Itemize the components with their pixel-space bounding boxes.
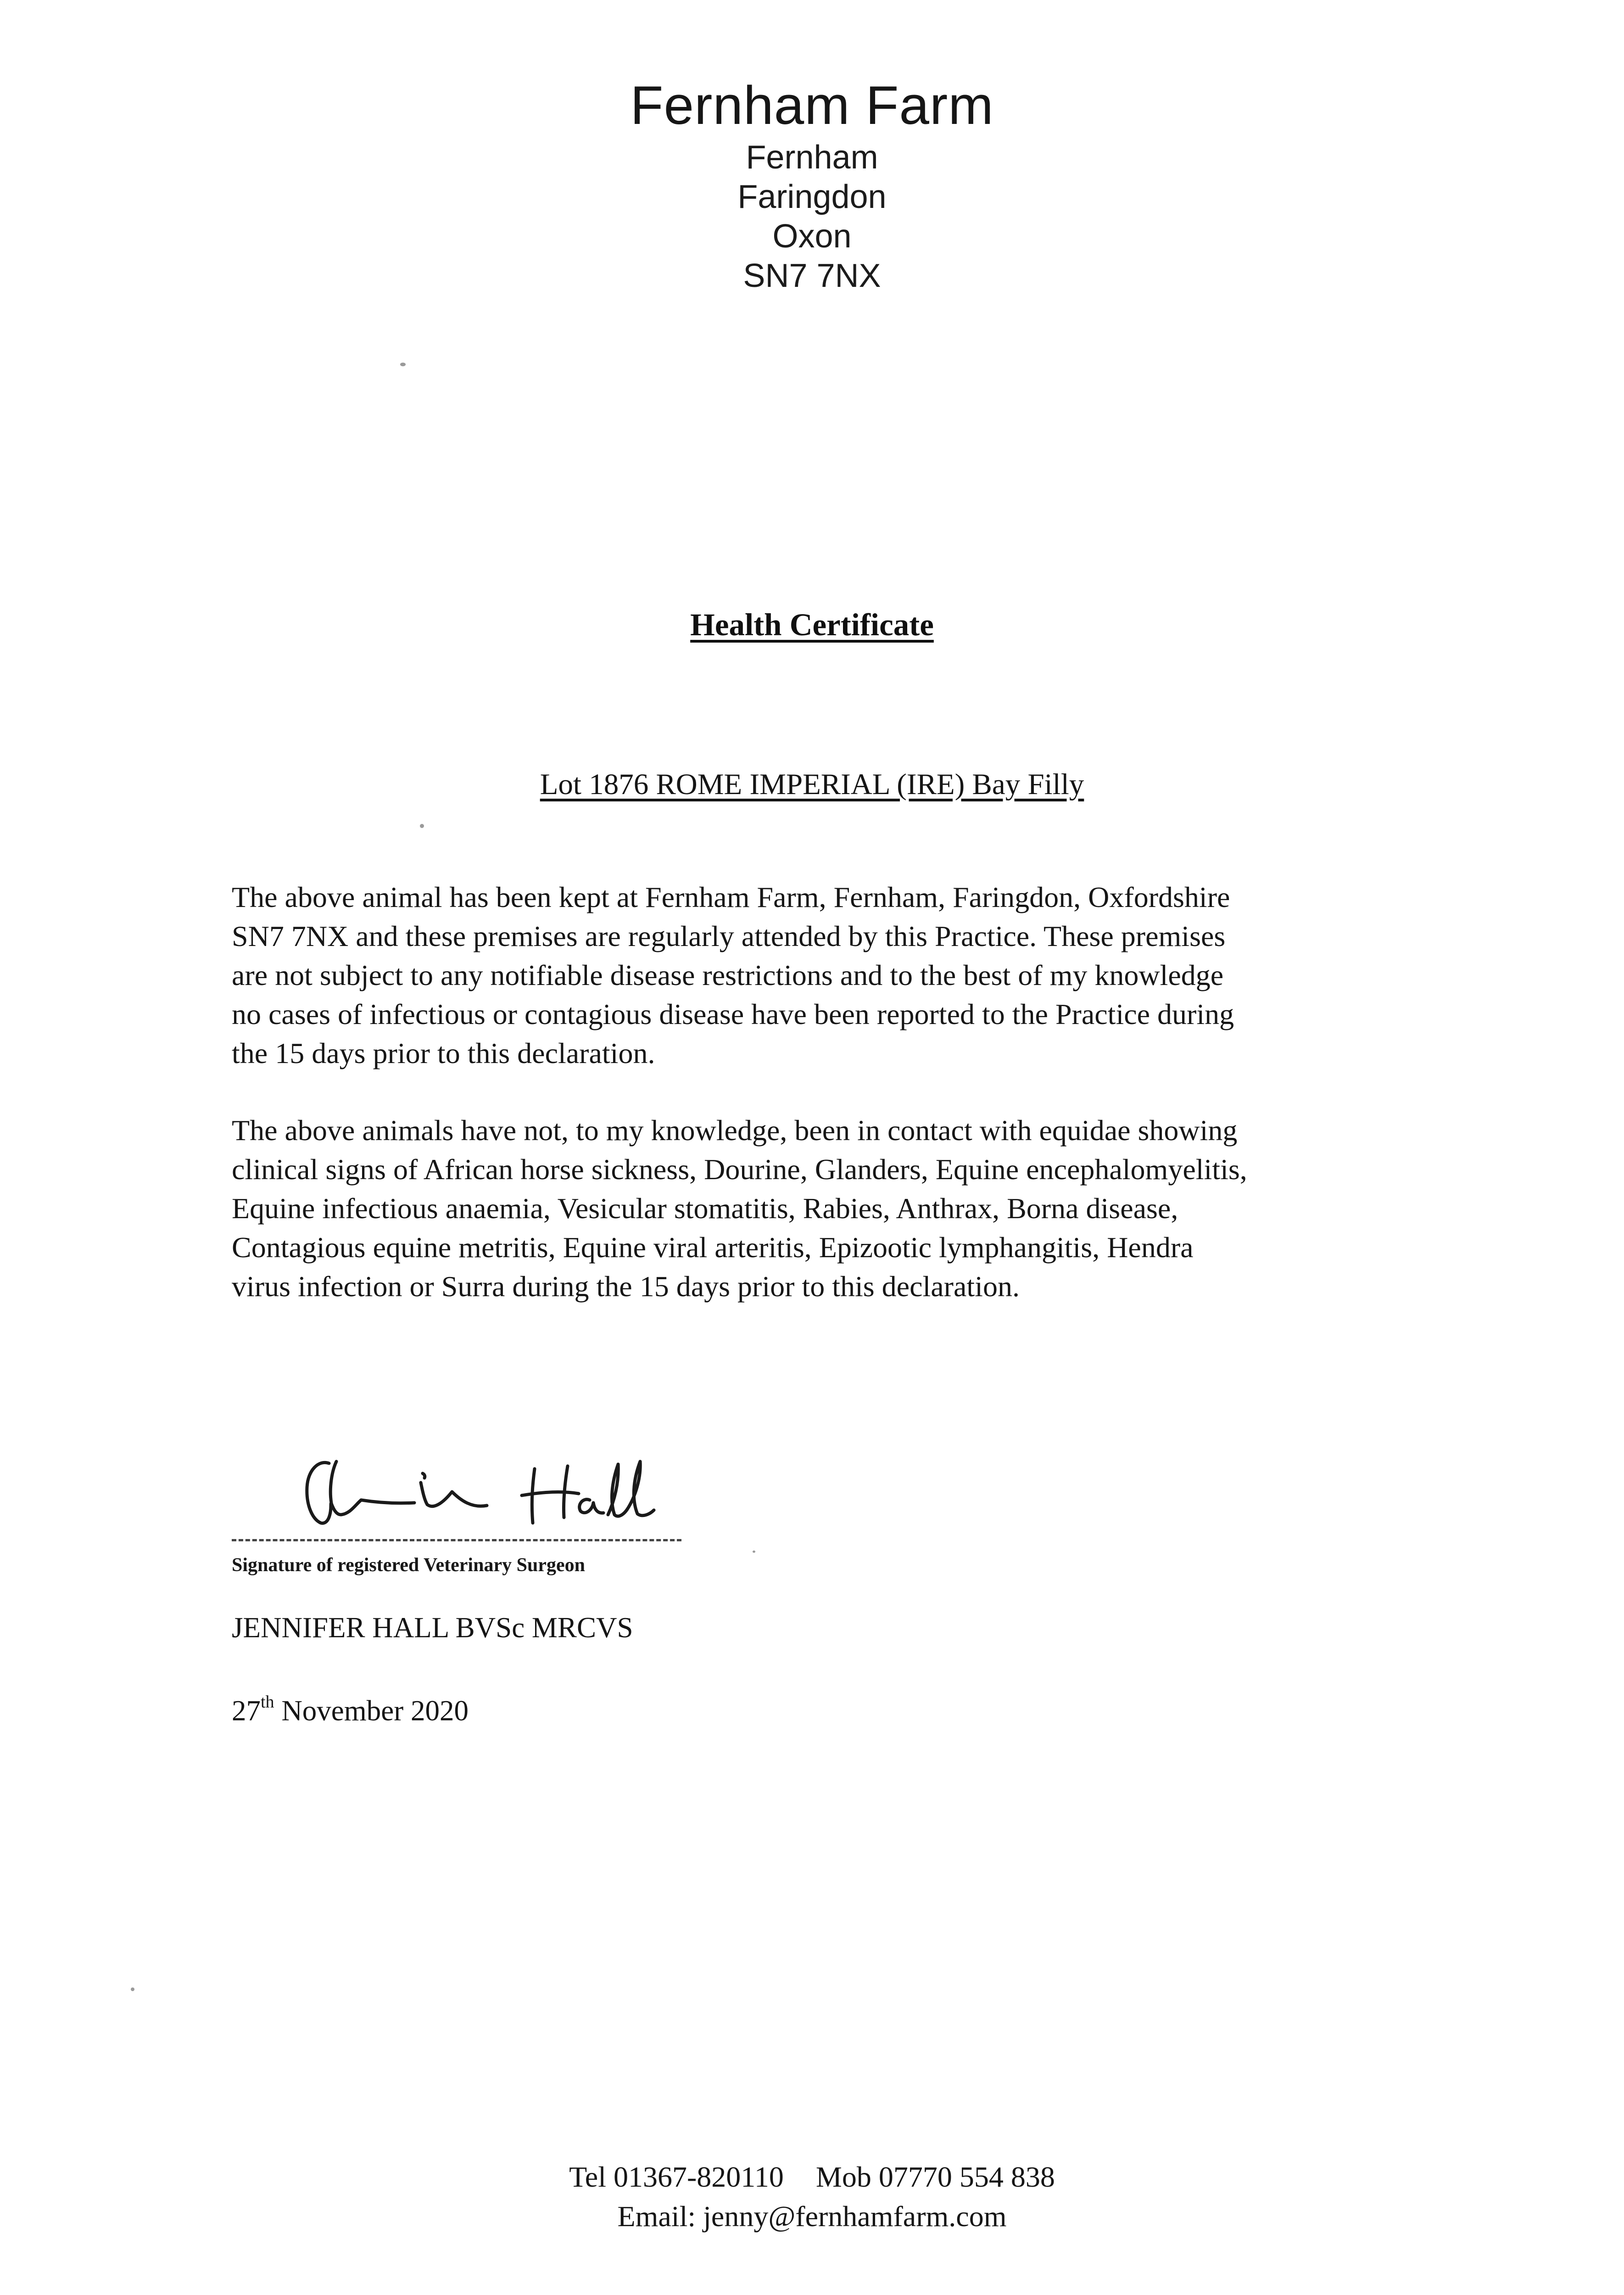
- handwritten-signature: [287, 1446, 691, 1533]
- scan-speck: [420, 824, 424, 828]
- paragraph-line: no cases of infectious or contagious disease have been reported to the Practice during: [232, 998, 1234, 1030]
- scan-speck: [400, 363, 406, 366]
- paragraph-line: Equine infectious anaemia, Vesicular stomatitis, Rabies, Anthrax, Borna disease,: [232, 1192, 1178, 1225]
- premises-declaration-paragraph: [232, 878, 1406, 1073]
- letterhead: [0, 73, 1624, 296]
- certificate-date: [232, 1692, 469, 1728]
- signature-line: [232, 1539, 681, 1541]
- paragraph-line: The above animal has been kept at Fernham Farm, Fernham, Faringdon, Oxfordshire: [232, 881, 1230, 913]
- mobile-number: Mob 07770 554 838: [815, 2161, 1055, 2193]
- scan-speck: [753, 1551, 755, 1553]
- paragraph-line: Contagious equine metritis, Equine viral arteritis, Epizootic lymphangitis, Hendra: [232, 1231, 1194, 1264]
- paragraph-line: virus infection or Surra during the 15 days prior to this declaration.: [232, 1270, 1020, 1303]
- farm-name: Fernham Farm: [630, 75, 994, 136]
- address-line-town: Faringdon: [737, 179, 887, 215]
- paragraph-line: clinical signs of African horse sickness, Dourine, Glanders, Equine encephalomyelitis,: [232, 1153, 1247, 1186]
- address-line-county: Oxon: [772, 218, 852, 255]
- date-month-year: November 2020: [274, 1695, 469, 1727]
- certificate-title: Health Certificate: [690, 607, 934, 642]
- signature-caption: Signature of registered Veterinary Surgeon: [232, 1555, 585, 1576]
- scan-speck: [131, 1987, 134, 1991]
- date-day: 27: [232, 1695, 261, 1727]
- address-line-postcode: SN7 7NX: [743, 257, 881, 294]
- veterinary-surgeon-name: JENNIFER HALL BVSc MRCVS: [232, 1612, 633, 1644]
- date-ordinal-suffix: th: [261, 1692, 274, 1712]
- lot-description: Lot 1876 ROME IMPERIAL (IRE) Bay Filly: [540, 768, 1084, 801]
- paragraph-line: are not subject to any notifiable disease restrictions and to the best of my knowledge: [232, 959, 1224, 991]
- paragraph-line: SN7 7NX and these premises are regularly attended by this Practice. These premises: [232, 920, 1226, 952]
- paragraph-line: The above animals have not, to my knowledge, been in contact with equidae showing: [232, 1114, 1238, 1147]
- email-address[interactable]: Email: jenny@fernhamfarm.com: [617, 2200, 1007, 2233]
- paragraph-line: the 15 days prior to this declaration.: [232, 1037, 655, 1069]
- telephone-number: Tel 01367-820110: [569, 2161, 784, 2193]
- phone-line: [0, 2157, 1624, 2197]
- disease-contact-paragraph: [232, 1111, 1406, 1306]
- address-line-village: Fernham: [746, 139, 878, 176]
- contact-footer: [0, 2157, 1624, 2236]
